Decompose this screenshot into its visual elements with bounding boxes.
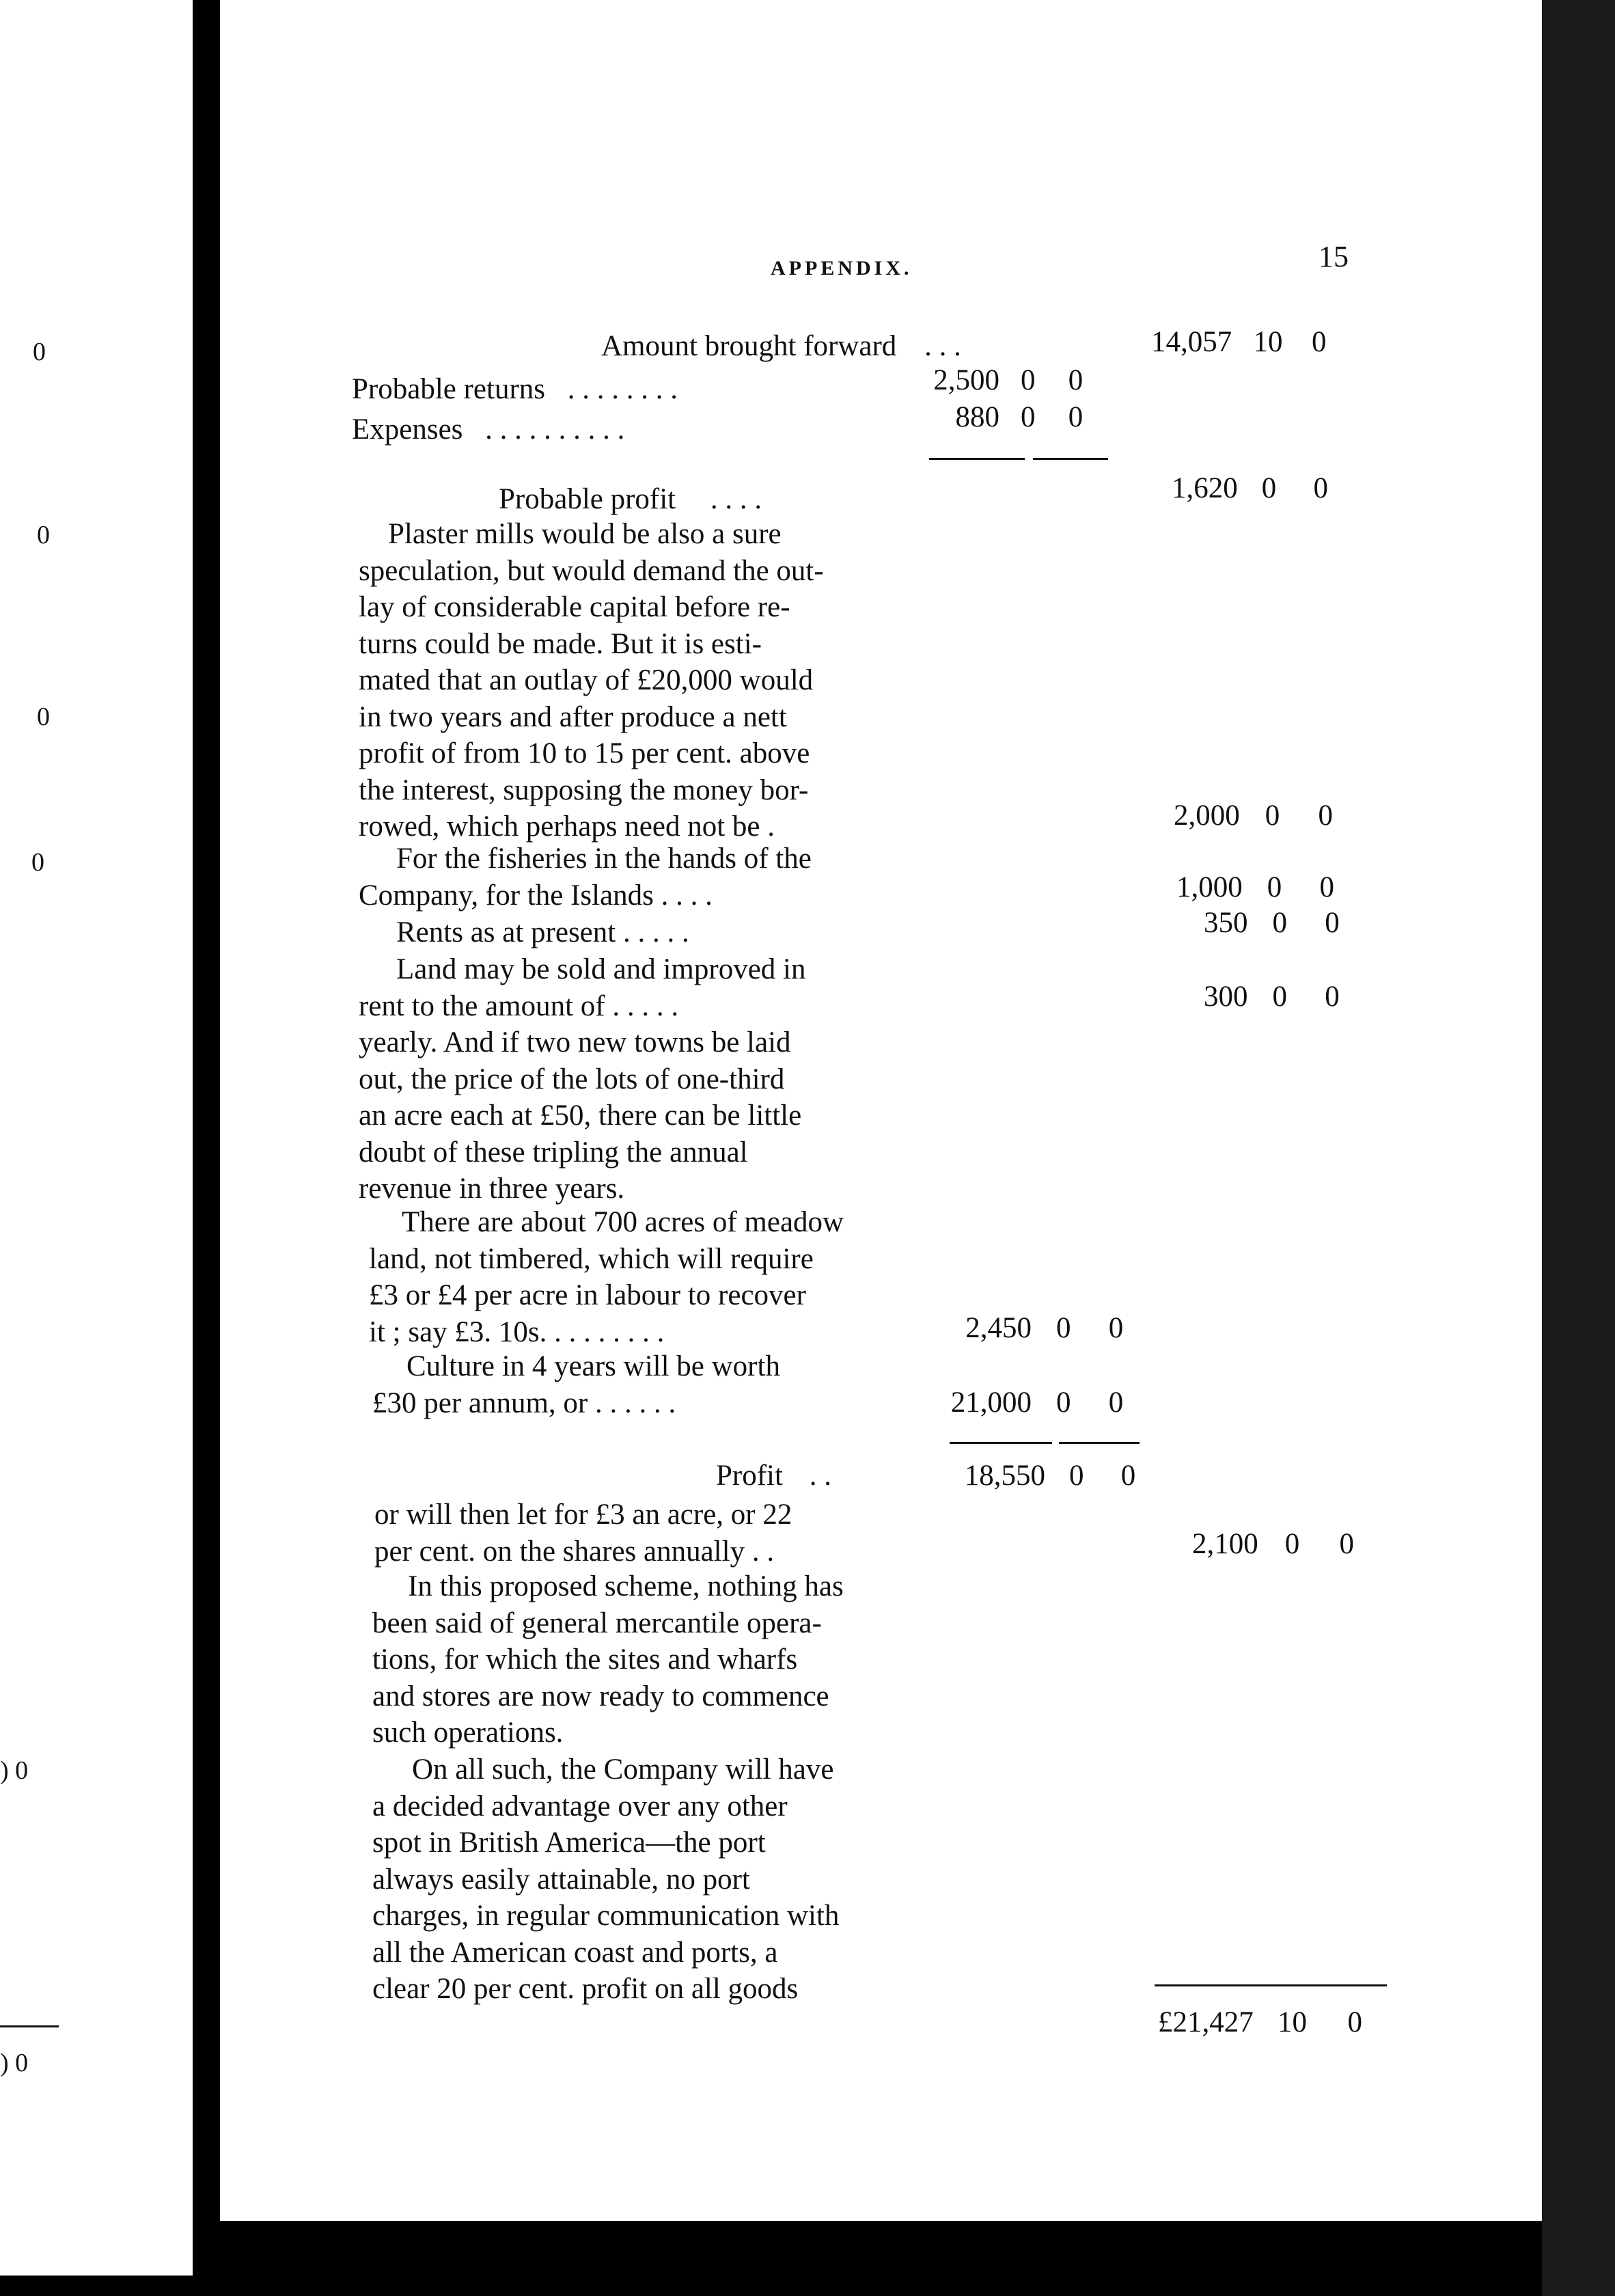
let-paragraph: or will then let for £3 an acre, or 22 per cent. on the shares annually . . [374,1499,792,1568]
plaster-paragraph: Plaster mills would be also a sure speculation, but would demand the out- lay of considerable capital before re- turns could be made. But it is esti- mated that an outlay of £20,000 would in two years and after produce a nett profit of from 10 to 15 per cent. above the interest, supposing the money bor- rowed, which perhaps need not be . [359,518,824,843]
probable-profit-amount: 1,620 0 0 [1172,472,1328,504]
total-rule [1155,1984,1387,1986]
brought-forward-label: Amount brought forward . . . [601,330,961,362]
rents-paragraph: Rents as at present . . . . . [396,916,689,948]
returns-label: Probable returns . . . . . . . . [352,373,678,405]
land-amount: 300 0 0 [1204,981,1340,1013]
left-page-number: ) 0 [0,2049,29,2077]
left-page-number: 0 [37,521,50,549]
left-facing-page [0,0,193,2276]
sum-rule [1033,458,1108,460]
meadow-paragraph: There are about 700 acres of meadow land, not timbered, which will require £3 or £4 per acre in labour to recover it ; say £3. 10s. . . . . . . . . [369,1206,844,1348]
plaster-amount: 2,000 0 0 [1174,800,1333,832]
left-page-number: 0 [37,702,50,731]
left-page-rule [0,2025,59,2027]
advantage-paragraph: On all such, the Company will have a decided advantage over any other spot in British America—the port always easily attainable, no port charges, in regular communication with all the American coast and ports, a clear 20 per cent. profit on all goods [372,1753,840,2005]
expenses-label: Expenses . . . . . . . . . . [352,413,625,446]
grand-total-amount: £21,427 10 0 [1158,2006,1362,2038]
culture-paragraph: Culture in 4 years will be worth £30 per annum, or . . . . . . [372,1350,780,1419]
expenses-amount: 880 0 0 [955,401,1083,433]
returns-amount: 2,500 0 0 [933,364,1083,396]
shares-amount: 2,100 0 0 [1192,1528,1354,1560]
sum-rule [1059,1442,1140,1444]
book-gutter [193,0,220,2296]
left-page-number: 0 [33,338,46,366]
meadow-amount: 2,450 0 0 [965,1312,1124,1344]
page-bottom-edge [193,2221,1542,2296]
culture-amount: 21,000 0 0 [950,1386,1124,1419]
fisheries-amount: 1,000 0 0 [1176,871,1334,903]
profit-label: Profit . . [716,1460,831,1492]
profit-amount: 18,550 0 0 [964,1460,1136,1492]
left-page-number: 0 [31,848,44,877]
sum-rule [950,1442,1052,1444]
page-number: 15 [1319,240,1349,273]
land-paragraph: Land may be sold and improved in rent to the amount of . . . . . yearly. And if two new towns be laid out, the price of the lots of one-third an acre each at £50, there can be little doubt of these tripling the annual revenue in three years. [359,953,806,1205]
fisheries-paragraph: For the fisheries in the hands of the Company, for the Islands . . . . [359,843,812,912]
page-edge [1542,0,1615,2296]
rents-amount: 350 0 0 [1204,907,1340,939]
left-page-number: ) 0 [0,1756,29,1785]
running-head: APPENDIX. [771,257,913,279]
brought-forward-amount: 14,057 10 0 [1151,326,1327,358]
probable-profit-label: Probable profit . . . . [499,483,762,515]
sum-rule [929,458,1025,460]
scheme-paragraph: In this proposed scheme, nothing has been said of general mercantile opera- tions, for which the sites and wharfs and stores are now ready to commence such operations. [372,1570,844,1749]
